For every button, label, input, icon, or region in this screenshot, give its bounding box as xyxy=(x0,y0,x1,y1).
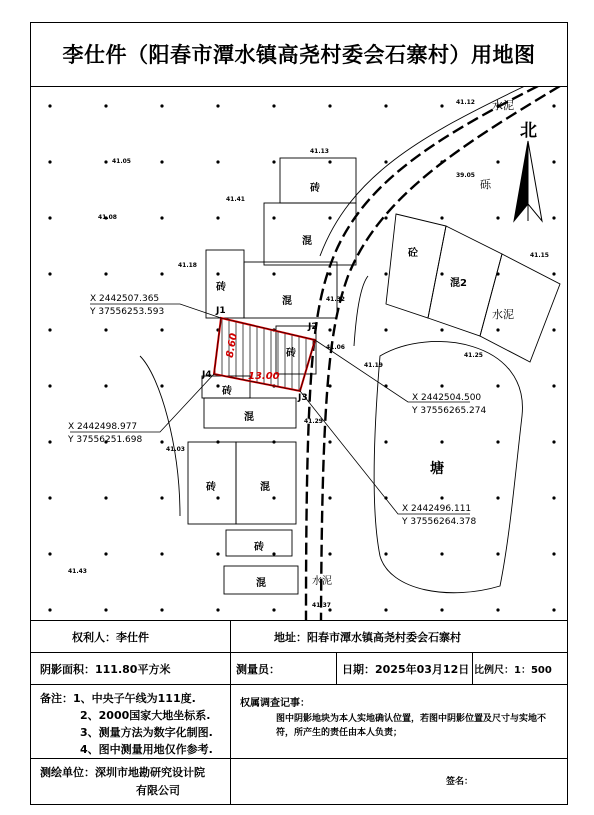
building-label: 混 xyxy=(302,236,312,247)
grid-dot xyxy=(552,608,555,611)
area-field: 阴影面积：111.80平方米 xyxy=(40,663,171,676)
building-label: 混 xyxy=(260,482,270,493)
table-divider xyxy=(30,758,568,759)
grid-dot xyxy=(104,328,107,331)
grid-dot xyxy=(328,384,331,387)
building-label: 砖 xyxy=(216,282,226,293)
road-label-cement-2: 水泥 xyxy=(492,308,514,321)
grid-dot xyxy=(160,272,163,275)
elevation-label: 41.12 xyxy=(456,99,475,106)
grid-dot xyxy=(48,384,51,387)
grid-dot xyxy=(496,328,499,331)
north-arrow-icon xyxy=(514,141,542,221)
pond-label: 塘 xyxy=(430,461,444,477)
address-field: 地址：阳春市潭水镇高尧村委会石寨村 xyxy=(274,631,461,644)
grid-dot xyxy=(216,384,219,387)
note-line: 3、测量方法为数字化制图. xyxy=(80,726,213,739)
table-divider xyxy=(230,684,231,805)
grid-dot xyxy=(272,216,275,219)
main-road xyxy=(306,86,560,620)
grid-dot xyxy=(384,328,387,331)
grid-dot xyxy=(496,608,499,611)
grid-dot xyxy=(552,384,555,387)
coord-j2-y: Y 37556265.274 xyxy=(412,406,487,416)
building-label: 混 xyxy=(244,412,254,423)
grid-dot xyxy=(440,552,443,555)
elevation-label: 41.43 xyxy=(68,568,87,575)
grid-dot xyxy=(48,272,51,275)
grid-dot xyxy=(48,328,51,331)
coord-j2-x: X 2442504.500 xyxy=(412,393,482,403)
road-label-gravel: 砾 xyxy=(480,178,491,191)
grid-dot xyxy=(104,272,107,275)
survey-unit-line1: 测绘单位：深圳市地勘研究设计院 xyxy=(40,766,205,779)
grid-dot xyxy=(552,216,555,219)
grid-dot xyxy=(272,160,275,163)
grid-dot xyxy=(440,216,443,219)
remark-title: 权属调查记事： xyxy=(240,698,310,709)
grid-dot xyxy=(160,608,163,611)
note-line: 4、图中测量用地仅作参考. xyxy=(80,743,213,756)
grid-dot xyxy=(552,160,555,163)
grid-dot xyxy=(272,272,275,275)
grid-dot xyxy=(328,216,331,219)
grid-dot xyxy=(104,104,107,107)
elevation-label: 41.03 xyxy=(166,446,185,453)
dimension-width: 13.00 xyxy=(248,371,280,382)
grid-dot xyxy=(384,104,387,107)
grid-dot xyxy=(328,552,331,555)
grid-dot xyxy=(384,440,387,443)
grid-dot xyxy=(384,160,387,163)
grid-dot xyxy=(440,104,443,107)
grid-dot xyxy=(48,160,51,163)
table-divider xyxy=(30,652,568,653)
elevation-label: 41.32 xyxy=(326,296,345,303)
grid-dot xyxy=(48,496,51,499)
grid-dot xyxy=(104,384,107,387)
grid-dot xyxy=(384,552,387,555)
grid-dot xyxy=(48,608,51,611)
grid-dot xyxy=(216,608,219,611)
elevation-label: 41.29 xyxy=(304,418,323,425)
grid-dot xyxy=(48,440,51,443)
point-label-j4: J4 xyxy=(202,370,212,380)
elevation-label: 41.19 xyxy=(364,362,383,369)
grid-dot xyxy=(552,552,555,555)
grid-dot xyxy=(160,440,163,443)
note-line: 2、2000国家大地坐标系. xyxy=(80,709,211,722)
grid-dot xyxy=(328,328,331,331)
date-field: 日期：2025年03月12日 xyxy=(342,663,470,676)
elevation-label: 41.08 xyxy=(98,214,117,221)
building-label: 砖 xyxy=(310,183,320,194)
grid-dot xyxy=(216,552,219,555)
coord-j3-x: X 2442496.111 xyxy=(402,504,472,514)
elevation-label: 41.06 xyxy=(326,344,345,351)
grid-dot xyxy=(160,496,163,499)
table-divider xyxy=(336,652,337,684)
north-label: 北 xyxy=(520,121,537,141)
grid-dot xyxy=(216,216,219,219)
grid-dot xyxy=(496,552,499,555)
building-label: 混2 xyxy=(450,278,467,289)
grid-dot xyxy=(440,384,443,387)
grid-dot xyxy=(328,104,331,107)
map-drawing xyxy=(30,86,568,620)
point-label-j2: J2 xyxy=(308,322,318,332)
building-concrete xyxy=(386,214,446,318)
grid-dot xyxy=(496,384,499,387)
grid-dot xyxy=(328,440,331,443)
grid-dot xyxy=(104,160,107,163)
building-label: 砖 xyxy=(286,348,296,359)
grid-dot xyxy=(440,608,443,611)
grid-dot xyxy=(272,104,275,107)
grid-dot xyxy=(160,216,163,219)
grid-dot xyxy=(104,496,107,499)
dimension-depth: 8.60 xyxy=(224,332,240,359)
grid-dot xyxy=(160,104,163,107)
road-label-cement-1: 水泥 xyxy=(492,99,514,112)
grid-dot xyxy=(552,104,555,107)
point-label-j1: J1 xyxy=(216,306,226,316)
grid-dot xyxy=(328,160,331,163)
grid-dot xyxy=(216,104,219,107)
coord-j3-y: Y 37556264.378 xyxy=(402,517,477,527)
pond xyxy=(374,342,522,593)
elevation-label: 39.05 xyxy=(456,172,475,179)
building-label: 砖 xyxy=(254,542,264,553)
grid-dot xyxy=(48,104,51,107)
grid-dot xyxy=(552,272,555,275)
grid-dot xyxy=(104,552,107,555)
coord-j4-y: Y 37556251.698 xyxy=(68,435,143,445)
elevation-label: 41.25 xyxy=(464,352,483,359)
grid-dot xyxy=(440,272,443,275)
grid-dot xyxy=(328,496,331,499)
grid-dot xyxy=(552,328,555,331)
grid-dot xyxy=(160,160,163,163)
elevation-label: 41.41 xyxy=(226,196,245,203)
grid-dot xyxy=(384,272,387,275)
grid-dot xyxy=(104,608,107,611)
remark-text: 图中阴影地块为本人实地确认位置，若图中阴影位置及尺寸与实地不符，所产生的责任由本人负责； xyxy=(276,714,547,738)
table-divider xyxy=(30,684,568,685)
elevation-label: 41.13 xyxy=(310,148,329,155)
survey-unit-line2: 有限公司 xyxy=(136,784,180,797)
elevation-label: 41.18 xyxy=(178,262,197,269)
building-label: 混 xyxy=(256,578,266,589)
grid-dot xyxy=(496,160,499,163)
building-label: 砖 xyxy=(222,386,232,397)
scale-field: 比例尺：1：500 xyxy=(474,665,552,676)
grid-dot xyxy=(384,216,387,219)
grid-dot xyxy=(384,608,387,611)
grid-dot xyxy=(272,608,275,611)
elevation-label: 41.15 xyxy=(530,252,549,259)
grid-dot xyxy=(440,496,443,499)
grid-dot xyxy=(496,440,499,443)
map-title: 李仕件（阳春市潭水镇高尧村委会石寨村）用地图 xyxy=(30,22,568,87)
grid-dot xyxy=(272,552,275,555)
building-label: 混 xyxy=(282,296,292,307)
grid-dot xyxy=(48,216,51,219)
grid-dot xyxy=(272,496,275,499)
note-line: 备注：1、中央子午线为111度. xyxy=(40,692,196,705)
grid-dot xyxy=(216,272,219,275)
grid-dot xyxy=(496,216,499,219)
grid-dot xyxy=(216,496,219,499)
point-label-j3: J3 xyxy=(298,393,308,403)
grid-dot xyxy=(552,440,555,443)
elevation-label: 41.37 xyxy=(312,602,331,609)
signature-field: 签名： xyxy=(446,777,474,787)
table-divider xyxy=(472,652,473,684)
grid-dot xyxy=(440,328,443,331)
coord-j1-y: Y 37556253.593 xyxy=(90,307,165,317)
building-label: 砖 xyxy=(206,482,216,493)
grid-dot xyxy=(496,496,499,499)
grid-dot xyxy=(160,552,163,555)
elevation-label: 41.05 xyxy=(112,158,131,165)
table-divider xyxy=(230,620,231,684)
grid-dot xyxy=(440,440,443,443)
coord-j4-x: X 2442498.977 xyxy=(68,422,138,432)
surveyor-field: 测量员： xyxy=(236,663,280,676)
grid-dot xyxy=(160,384,163,387)
grid-dot xyxy=(160,328,163,331)
building-label: 砼 xyxy=(408,248,418,259)
owner-field: 权利人：李仕件 xyxy=(72,631,149,644)
grid-dot xyxy=(48,552,51,555)
map-area xyxy=(30,86,568,621)
coord-j1-x: X 2442507.365 xyxy=(90,294,160,304)
road-label-cement-3: 水泥 xyxy=(312,576,332,587)
grid-dot xyxy=(552,496,555,499)
grid-dot xyxy=(216,160,219,163)
